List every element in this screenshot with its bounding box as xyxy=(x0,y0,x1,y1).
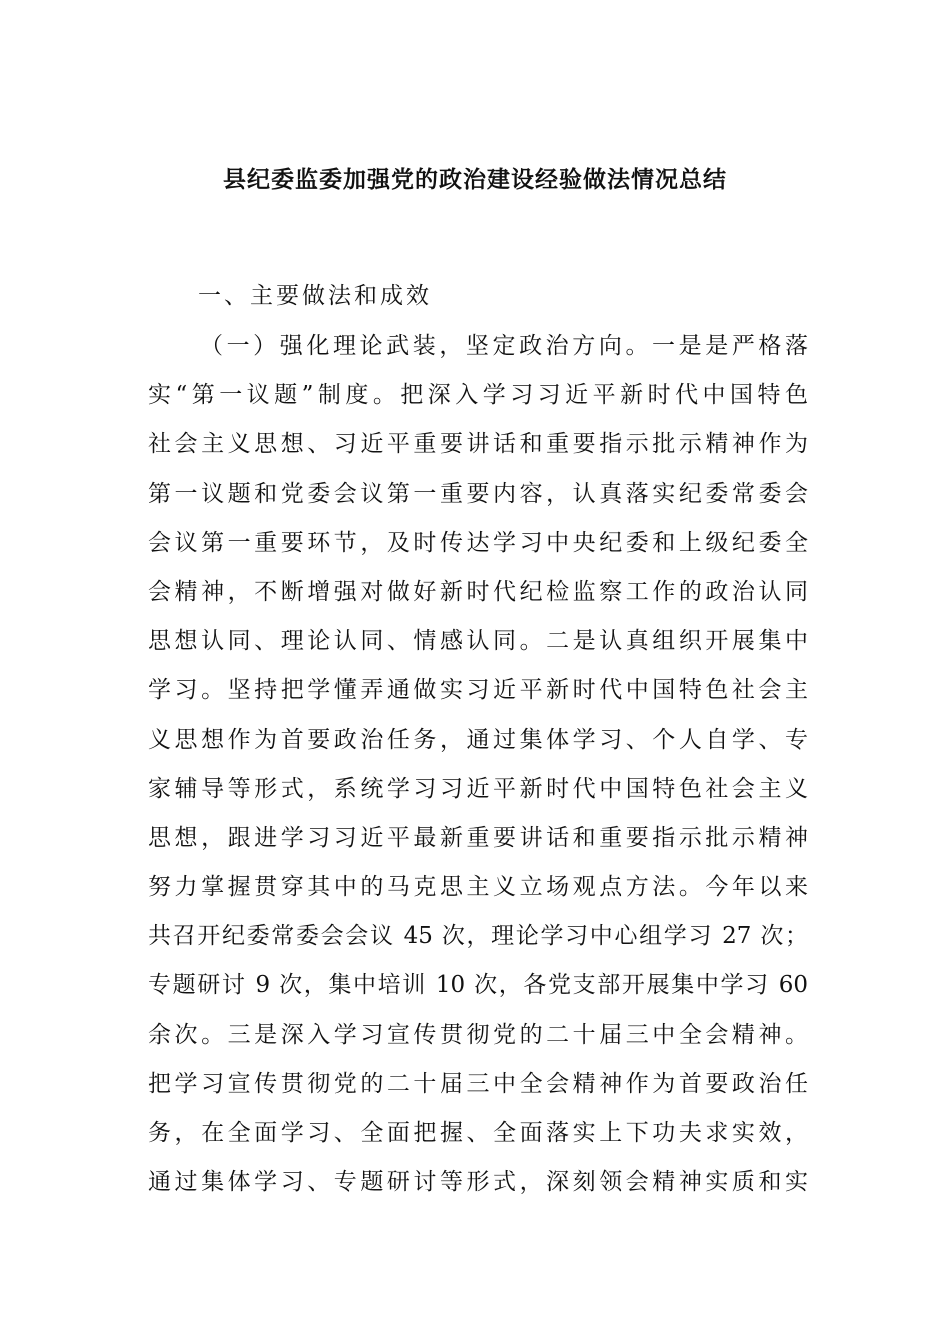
text-line: 务，在全面学习、全面把握、全面落实上下功夫求实效， xyxy=(148,1120,808,1146)
text-line: 社会主义思想、习近平重要讲话和重要指示批示精神作为 xyxy=(148,431,808,458)
section-heading: 一、主要做法和成效 xyxy=(198,283,432,309)
text-line: 共召开纪委常委会会议 45 次，理论学习中心组学习 27 次； xyxy=(148,923,808,950)
text-line: 通过集体学习、专题研讨等形式，深刻领会精神实质和实 xyxy=(148,1169,808,1196)
text-line: 把学习宣传贯彻党的二十届三中全会精神作为首要政治任 xyxy=(148,1070,808,1097)
text-line: 思想认同、理论认同、情感认同。二是认真组织开展集中 xyxy=(148,628,808,655)
document-title: 县纪委监委加强党的政治建设经验做法情况总结 xyxy=(223,166,727,193)
text-line: 第一议题和党委会议第一重要内容，认真落实纪委常委会 xyxy=(148,480,808,507)
text-line: 余次。三是深入学习宣传贯彻党的二十届三中全会精神。 xyxy=(148,1021,808,1048)
text-line: 义思想作为首要政治任务，通过集体学习、个人自学、专 xyxy=(148,726,808,753)
text-line: 会精神，不断增强对做好新时代纪检监察工作的政治认同 xyxy=(148,578,808,605)
text-line: 会议第一重要环节，及时传达学习中央纪委和上级纪委全 xyxy=(148,529,808,556)
text-line: 家辅导等形式，系统学习习近平新时代中国特色社会主义 xyxy=(148,775,808,802)
text-line: （一）强化理论武装，坚定政治方向。一是是严格落 xyxy=(200,333,808,359)
text-line: 思想，跟进学习习近平最新重要讲话和重要指示批示精神 xyxy=(148,824,808,851)
text-line: 实“第一议题”制度。把深入学习习近平新时代中国特色 xyxy=(148,382,808,409)
text-line: 专题研讨 9 次，集中培训 10 次，各党支部开展集中学习 60 xyxy=(148,972,808,999)
text-line: 学习。坚持把学懂弄通做实习近平新时代中国特色社会主 xyxy=(148,677,808,704)
text-line: 努力掌握贯穿其中的马克思主义立场观点方法。今年以来 xyxy=(148,874,808,901)
body-text xyxy=(148,330,808,1215)
